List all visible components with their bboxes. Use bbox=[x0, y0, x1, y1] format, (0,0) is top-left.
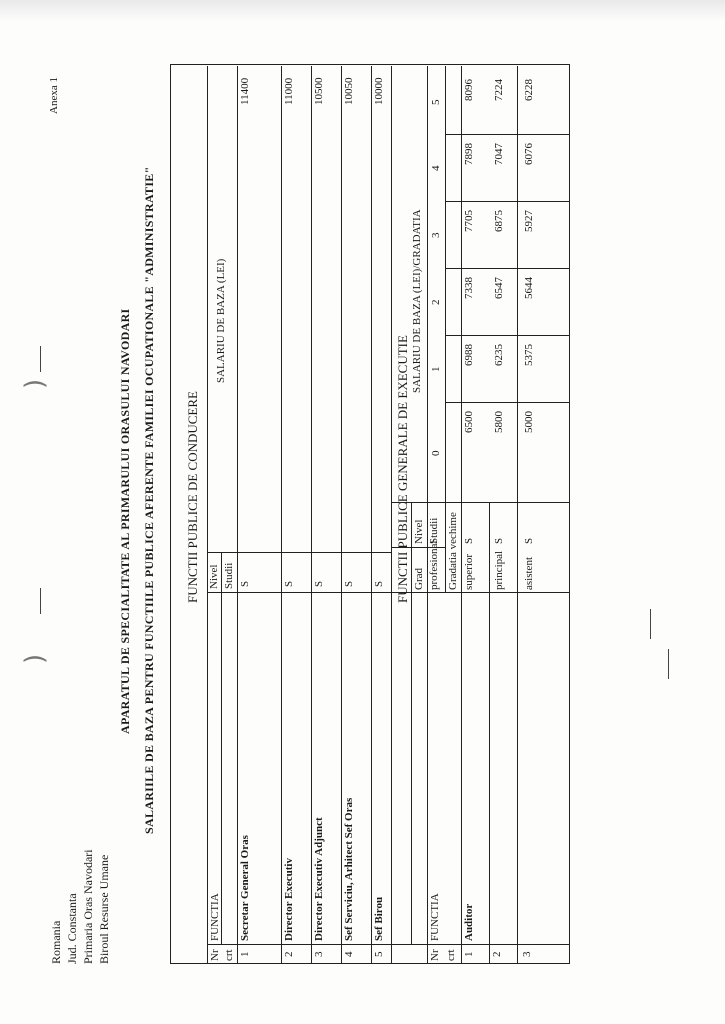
grid-line bbox=[207, 66, 208, 963]
row-nr: 5 bbox=[373, 951, 385, 957]
grid-line bbox=[207, 592, 391, 593]
grid-line bbox=[391, 66, 392, 963]
row-salariu: 11000 bbox=[283, 77, 295, 105]
annex-label: Anexa 1 bbox=[48, 77, 60, 114]
grid-line bbox=[207, 944, 391, 945]
col-header-functia: FUNCTIA bbox=[209, 893, 221, 941]
col-header-studii: Studii bbox=[223, 562, 235, 589]
cell-value: 6076 bbox=[523, 143, 535, 165]
grid-line bbox=[371, 66, 372, 963]
scan-mark bbox=[40, 588, 41, 614]
gradatia-header: 1 bbox=[430, 366, 442, 372]
cell-value: 8096 bbox=[463, 79, 475, 101]
grid-line bbox=[391, 592, 569, 593]
cell-value: 5000 bbox=[523, 411, 535, 433]
row-nr: 1 bbox=[239, 951, 251, 957]
salary-table bbox=[170, 64, 570, 964]
grid-line bbox=[445, 66, 446, 593]
gradatia-header: 2 bbox=[430, 299, 442, 305]
col-header-gradatia-vechime: Gradatia vechime bbox=[447, 512, 459, 590]
row-nr: 4 bbox=[343, 951, 355, 957]
row-nr: 1 bbox=[463, 951, 475, 957]
row-studii: S bbox=[343, 580, 355, 587]
col-header-functia: FUNCTIA bbox=[429, 893, 441, 941]
col-header-salariu: SALARIU DE BAZA (LEI) bbox=[215, 258, 227, 383]
cell-value: 6875 bbox=[493, 210, 505, 232]
cell-value: 7338 bbox=[463, 277, 475, 299]
col-header-crt: crt bbox=[223, 949, 235, 961]
grid-line bbox=[445, 134, 569, 135]
row-studii: S bbox=[493, 537, 505, 544]
col-header-nr: Nr bbox=[209, 949, 221, 961]
cell-value: 7898 bbox=[463, 143, 475, 165]
gradatia-header: 5 bbox=[430, 99, 442, 105]
grid-line bbox=[445, 402, 569, 403]
grid-line bbox=[281, 66, 282, 963]
row-grad: superior bbox=[463, 553, 475, 590]
cell-value: 7047 bbox=[493, 143, 505, 165]
cell-value: 5644 bbox=[523, 277, 535, 299]
grid-line bbox=[445, 201, 569, 202]
col-header-salariu-gradatia: SALARIU DE BAZA (LEI)/GRADATIA bbox=[411, 209, 423, 393]
grid-line bbox=[411, 503, 412, 945]
row-salariu: 10500 bbox=[313, 77, 325, 105]
row-studii: S bbox=[463, 537, 475, 544]
cell-value: 6988 bbox=[463, 344, 475, 366]
gradatia-header: 0 bbox=[430, 450, 442, 456]
col-header-profesional: profesional bbox=[428, 540, 440, 590]
grid-line bbox=[391, 944, 569, 945]
row-nr: 3 bbox=[313, 951, 325, 957]
row-functia: Auditor bbox=[463, 903, 475, 941]
row-grad: principal bbox=[493, 550, 505, 590]
grid-line bbox=[489, 503, 490, 963]
header-line-town-hall: Primaria Oras Navodari bbox=[81, 849, 95, 964]
grid-line bbox=[445, 335, 569, 336]
row-studii: S bbox=[523, 537, 535, 544]
row-salariu: 11400 bbox=[239, 77, 251, 105]
section-title-executie: FUNCTII PUBLICE GENERALE DE EXECUTIE bbox=[395, 335, 410, 603]
row-studii: S bbox=[313, 580, 325, 587]
grid-line bbox=[207, 552, 391, 553]
header-block bbox=[48, 849, 112, 964]
grid-line bbox=[391, 502, 569, 503]
row-salariu: 10050 bbox=[343, 77, 355, 105]
cell-value: 5800 bbox=[493, 411, 505, 433]
scan-mark bbox=[668, 649, 669, 679]
grid-line bbox=[445, 268, 569, 269]
cell-value: 7705 bbox=[463, 210, 475, 232]
grid-line bbox=[221, 553, 222, 945]
grid-line bbox=[341, 66, 342, 963]
document-subtitle: SALARIILE DE BAZA PENTRU FUNCTIILE PUBLICE AFERENTE FAMILIEI OCUPATIONALE "ADMINISTRATIE" bbox=[142, 166, 156, 834]
grid-line bbox=[311, 66, 312, 963]
col-header-nivel: Nivel bbox=[413, 519, 425, 544]
gradatia-header: 4 bbox=[430, 165, 442, 171]
grid-line bbox=[427, 66, 428, 503]
row-nr: 2 bbox=[283, 951, 295, 957]
grid-line bbox=[237, 66, 238, 963]
row-studii: S bbox=[283, 580, 295, 587]
col-header-nr: Nr bbox=[429, 949, 441, 961]
row-grad: asistent bbox=[523, 557, 535, 590]
row-functia: Sef Serviciu, Arhitect Sef Oras bbox=[343, 797, 355, 941]
row-functia: Secretar General Oras bbox=[239, 835, 251, 941]
row-functia: Sef Birou bbox=[373, 896, 385, 941]
scan-mark: ) bbox=[20, 378, 50, 389]
scan-mark bbox=[40, 346, 41, 372]
header-line-department: Biroul Resurse Umane bbox=[97, 854, 111, 964]
cell-value: 6235 bbox=[493, 344, 505, 366]
row-studii: S bbox=[373, 580, 385, 587]
gradatia-header: 3 bbox=[430, 232, 442, 238]
document-title: APARATUL DE SPECIALITATE AL PRIMARULUI ORASULUI NAVODARI bbox=[118, 308, 132, 734]
header-line-county: Jud. Constanta bbox=[65, 893, 79, 964]
col-header-nivel: Nivel bbox=[208, 564, 220, 589]
cell-value: 5927 bbox=[523, 210, 535, 232]
row-nr: 2 bbox=[491, 951, 503, 957]
row-functia: Director Executiv Adjunct bbox=[313, 817, 325, 941]
row-salariu: 10000 bbox=[373, 77, 385, 105]
col-header-grad: Grad bbox=[413, 568, 425, 590]
header-line-country: Romania bbox=[49, 920, 63, 964]
col-header-studii: Studii bbox=[428, 517, 440, 544]
cell-value: 6547 bbox=[493, 277, 505, 299]
scan-mark: ) bbox=[20, 653, 50, 664]
cell-value: 6228 bbox=[523, 79, 535, 101]
cell-value: 6500 bbox=[463, 411, 475, 433]
row-nr: 3 bbox=[521, 951, 533, 957]
scan-mark bbox=[650, 609, 651, 639]
cell-value: 5375 bbox=[523, 344, 535, 366]
row-functia: Director Executiv bbox=[283, 858, 295, 941]
col-header-crt: crt bbox=[445, 949, 457, 961]
section-title-conducere: FUNCTII PUBLICE DE CONDUCERE bbox=[185, 391, 200, 603]
row-studii: S bbox=[239, 580, 251, 587]
cell-value: 7224 bbox=[493, 79, 505, 101]
